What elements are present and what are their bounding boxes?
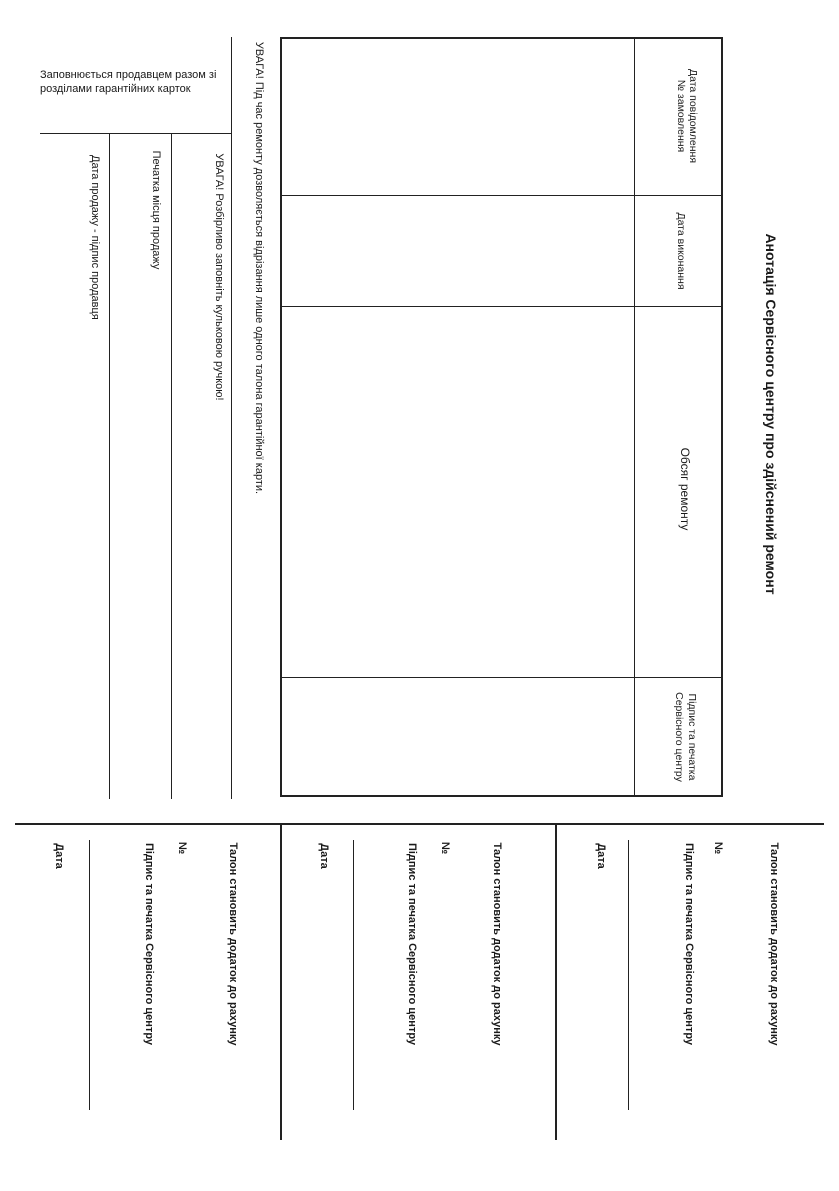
coupon-separator: [280, 823, 282, 1140]
header-order-number: № замовлення: [675, 79, 687, 153]
seller-field-line: [171, 133, 172, 799]
seller-field-line: [231, 37, 232, 799]
coupon-date-label: Дата: [595, 843, 607, 869]
coupon-date-line: [89, 840, 90, 1110]
coupon-separator: [555, 823, 557, 1140]
header-completion-date: Дата виконання: [675, 212, 687, 290]
pen-warning-note: УВАГА! Розбірливо заповніть кульковою ручкою!: [213, 153, 225, 401]
coupon-heading: Талон становить додаток до рахунку: [227, 842, 239, 1046]
coupon-heading: Талон становить додаток до рахунку: [768, 842, 780, 1046]
coupon-number-label: №: [176, 841, 188, 855]
coupon-date-label: Дата: [318, 843, 330, 869]
header-repair-scope: Обсяг ремонту: [678, 447, 692, 531]
coupon-signature-label: Підпис та печатка Сервісного центру: [143, 842, 155, 1046]
sale-place-stamp-label: Печатка місця продажу: [150, 150, 162, 270]
header-service-signature-line1: Підпис та печатка: [686, 693, 698, 781]
coupon-date-label: Дата: [53, 843, 65, 869]
header-service-signature-line2: Сервісного центру: [673, 692, 685, 782]
coupon-signature-label: Підпис та печатка Сервісного центру: [683, 842, 695, 1046]
seller-instruction: [40, 68, 235, 96]
seller-field-line: [109, 133, 110, 799]
repair-annotation-table: [280, 37, 723, 797]
table-header-divider: [634, 38, 635, 797]
table-row-divider: [281, 306, 722, 307]
seller-instruction-line2: розділами гарантійних карток: [40, 83, 191, 95]
sale-date-signature-label: Дата продажу - підпис продавця: [89, 155, 101, 320]
coupon-heading: Талон становить додаток до рахунку: [491, 842, 503, 1046]
coupon-date-line: [353, 840, 354, 1110]
annotation-title: Анотація Сервісного центру про здійснений ремонт: [763, 233, 779, 595]
detach-warning-note: УВАГА! Під час ремонту дозволяється відрізання лише одного талона гарантійної карти.: [253, 41, 265, 495]
seller-block-divider: [40, 133, 231, 134]
seller-instruction-line1: Заповнюється продавцем разом зі: [40, 69, 217, 81]
coupon-number-label: №: [439, 841, 451, 855]
coupon-signature-label: Підпис та печатка Сервісного центру: [406, 842, 418, 1046]
coupon-date-line: [628, 840, 629, 1110]
header-notification-date: Дата повідомлення: [687, 68, 699, 164]
coupon-cut-line: [15, 823, 824, 825]
table-row-divider: [281, 195, 722, 196]
table-row-divider: [281, 677, 722, 678]
coupon-number-label: №: [712, 841, 724, 855]
